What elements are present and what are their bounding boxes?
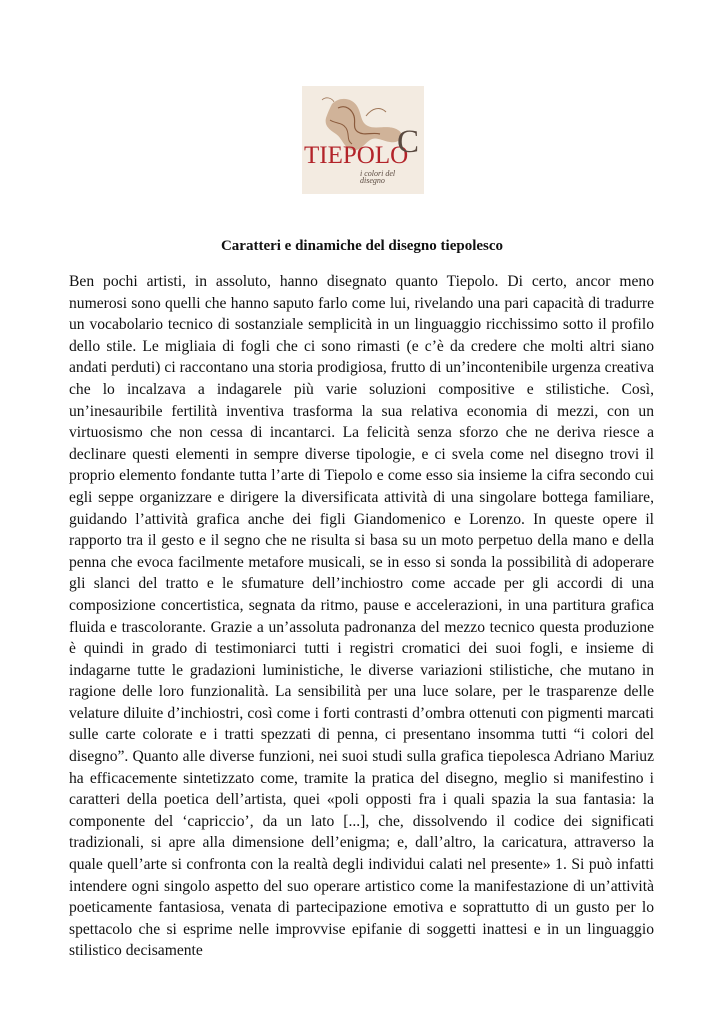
logo-tagline: i colori del disegno: [360, 169, 396, 185]
document-body: Ben pochi artisti, in assoluto, hanno disegnato quanto Tiepolo. Di certo, ancor meno numerosi sono quelli che hanno saputo farlo come lui, rivelando una pari capacità di tradurre un vocabolario tecnico di sostanziale semplicità in un linguaggio ricchissimo sotto il profilo dello stile. Le migliaia di fogli che ci sono rimasti (e c’è da credere che molti altri siano andati perduti) ci raccontano una storia prodigiosa, frutto di un’incontenibile urgenza creativa che lo incalzava a indagarele più varie soluzioni compositive e stilistiche. Così, un’inesauribile fertilità inventiva trasforma la sua relativa economia di mezzi, con un virtuosismo che non cessa di incantarci. La felicità senza sforzo che ne deriva riesce a declinare questi elementi in sempre diverse tipologie, e ci svela come nel disegno trovi il proprio elemento fondante tutta l’arte di Tiepolo e come esso sia insieme la cifra secondo cui egli seppe organizzare e dirigere la diversificata attività di una singolare bottega familiare, guidando l’attività grafica anche dei figli Giandomenico e Lorenzo. In queste opere il rapporto tra il gesto e il segno che ne risulta si basa su un moto perpetuo della mano e della penna che evoca facilmente metafore musicali, se in esso si sonda la possibilità di adoperare gli slanci del tratto e le sfumature dell’inchiostro come accade per gli accordi di una composizione concertistica, segnata da ritmo, pause e accelerazioni, in una partitura grafica fluida e trascolorante. Grazie a un’assoluta padronanza del mezzo tecnico questa produzione è quindi in grado di testimoniarci tutti i registri cromatici dei suoi fogli, e insieme di indagarne tutte le gradazioni luministiche, le diverse variazioni stilistiche, che mutano in ragione delle loro funzionalità. La sensibilità per una luce solare, per le trasparenze delle velature diluite d’inchiostri, così come i forti contrasti d’ombra ottenuti con pigmenti marcati sulle carte colorate e i tratti spezzati di penna, ci presentano insomma tutti “i colori del disegno”. Quanto alle diverse funzioni, nei suoi studi sulla grafica tiepolesca Adriano Mariuz ha efficacemente sintetizzato come, tramite la pratica del disegno, meglio si manifestino i caratteri della poetica dell’artista, quei «poli opposti fra i quali spazia la sua fantasia: la componente del ‘capriccio’, da un lato [...], che, dissolvendo il codice dei significati tradizionali, si apre alla dimensione dell’enigma; e, dall’altro, la caricatura, attraverso la quale quell’arte si confronta con la realtà degli individui calati nel presente» 1. Si può infatti intendere ogni singolo aspetto del suo operare artistico come la manifestazione di un’attività poeticamente fantasiosa, venata di partecipazione emotiva e soprattutto di un gusto per lo spettacolo che si esprime nelle improvvise epifanie di soggetti inattesi e in un linguaggio stilistico decisamente: [69, 273, 654, 960]
document-title: Caratteri e dinamiche del disegno tiepolesco: [220, 238, 504, 254]
logo-brand-text: TIEPOLO: [304, 142, 409, 169]
tiepolo-logo: [302, 86, 424, 194]
logo-letter: C: [397, 124, 420, 160]
